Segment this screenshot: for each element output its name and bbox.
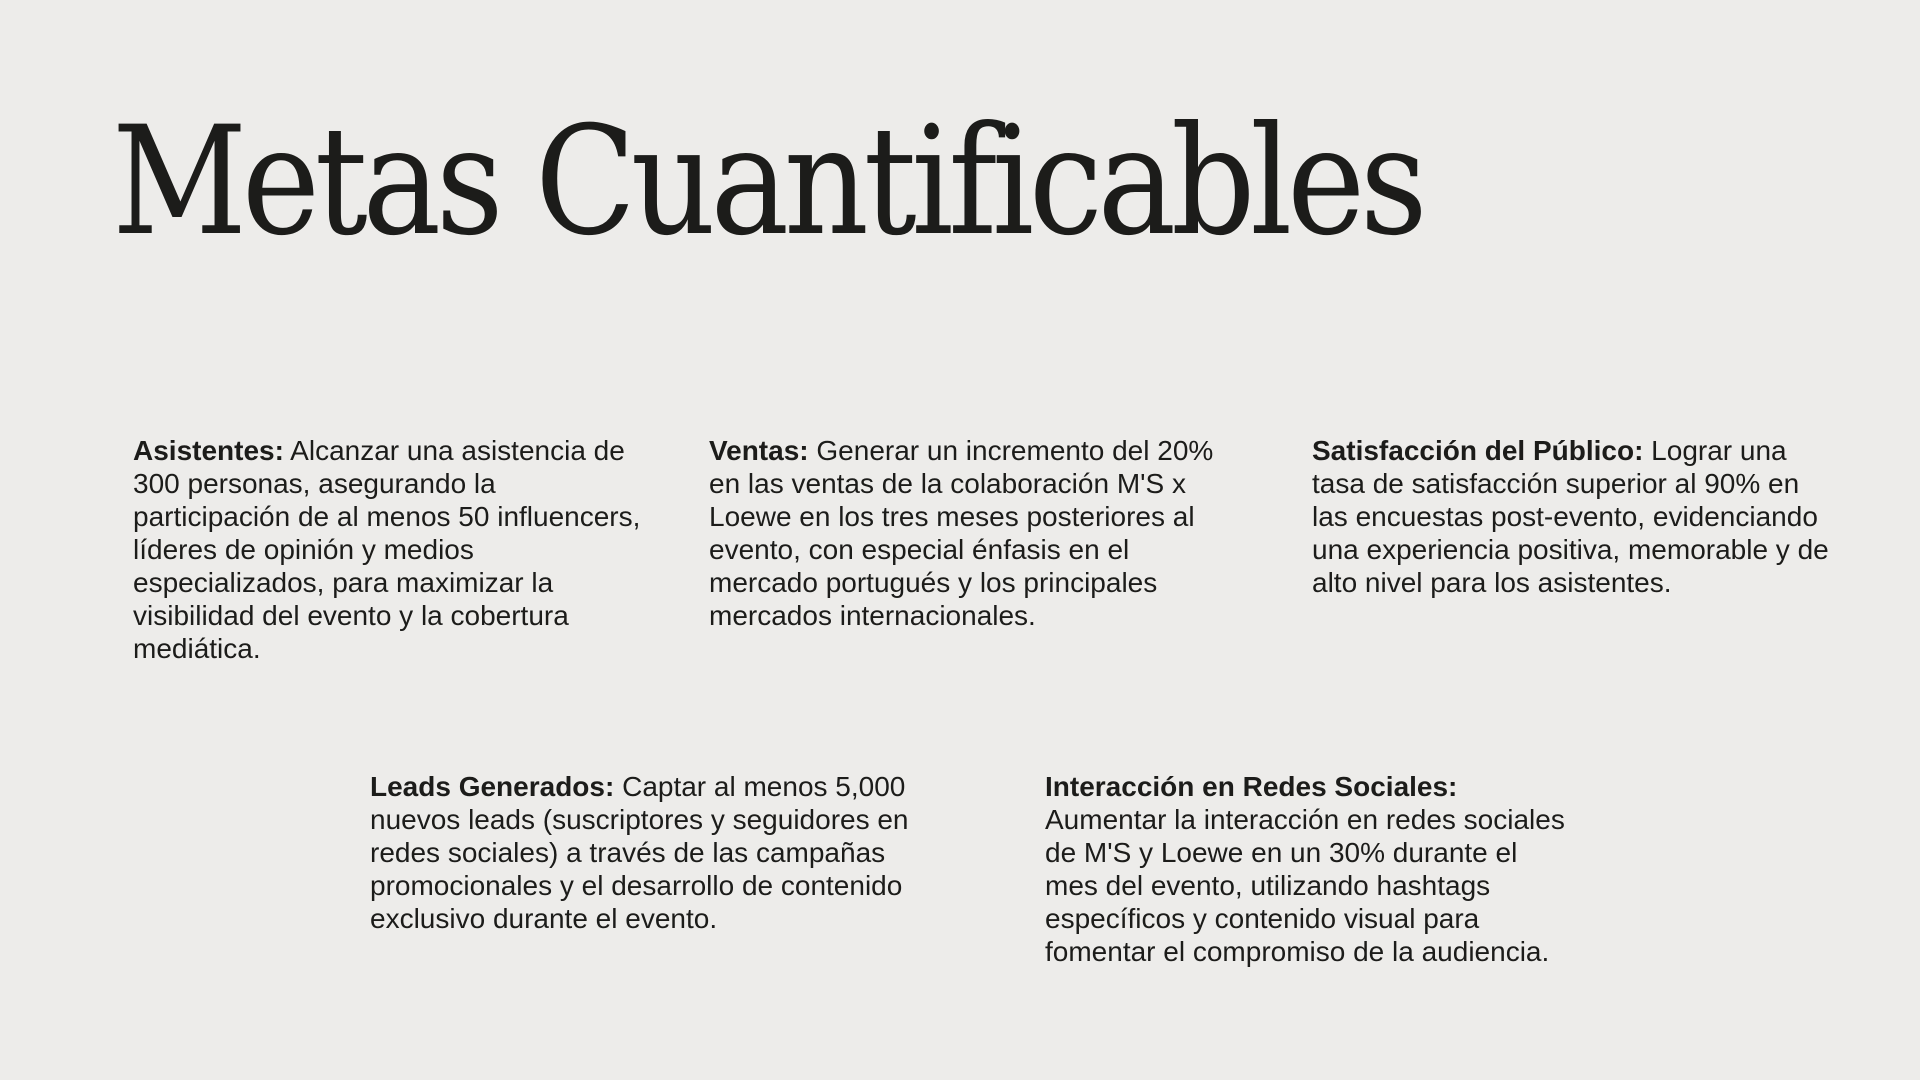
goal-leads-generados bbox=[370, 770, 925, 935]
goal-text: Captar al menos 5,000 nuevos leads (suscriptores y seguidores en redes sociales) a través de las campañas promocionales y el desarrollo de contenido exclusivo durante el evento. bbox=[370, 771, 909, 934]
goal-text: Alcanzar una asistencia de 300 personas, asegurando la participación de al menos 50 influencers, líderes de opinión y medios especializados, para maximizar la visibilidad del evento y la cobertura mediática. bbox=[133, 435, 641, 664]
page-title: Metas Cuantificables bbox=[112, 95, 1423, 269]
goal-label: Leads Generados: bbox=[370, 771, 615, 802]
goal-asistentes bbox=[133, 434, 648, 665]
goal-ventas bbox=[709, 434, 1229, 632]
goal-text: Aumentar la interacción en redes sociales de M'S y Loewe en un 30% durante el mes del evento, utilizando hashtags específicos y contenido visual para fomentar el compromiso de la audiencia. bbox=[1045, 804, 1565, 967]
goal-label: Satisfacción del Público: bbox=[1312, 435, 1644, 466]
goal-satisfaccion bbox=[1312, 434, 1832, 599]
goal-label: Ventas: bbox=[709, 435, 809, 466]
goal-text: Lograr una tasa de satisfacción superior al 90% en las encuestas post-evento, evidenciando una experiencia positiva, memorable y de alto nivel para los asistentes. bbox=[1312, 435, 1829, 598]
goal-label: Asistentes: bbox=[133, 435, 284, 466]
goal-interaccion-redes bbox=[1045, 770, 1565, 968]
goal-text: Generar un incremento del 20% en las ventas de la colaboración M'S x Loewe en los tres meses posteriores al evento, con especial énfasis en el mercado portugués y los principales mercados internacionales. bbox=[709, 435, 1214, 631]
goal-label: Interacción en Redes Sociales: bbox=[1045, 771, 1458, 802]
